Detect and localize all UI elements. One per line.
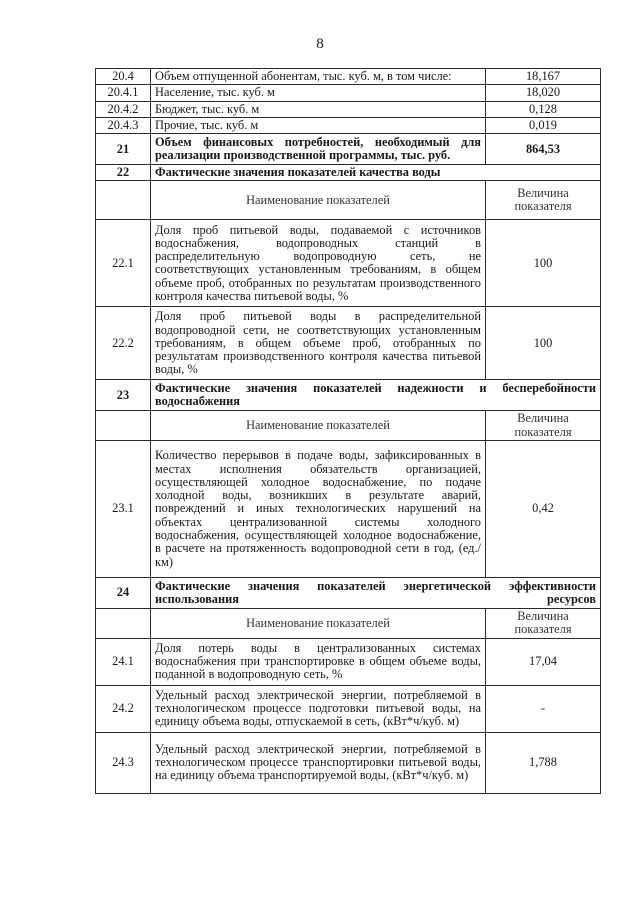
table-row — [96, 441, 601, 578]
indicators-table — [95, 68, 601, 794]
row-text: Население, тыс. куб. м — [151, 85, 486, 101]
section-title: Фактические значения показателей качества воды — [151, 165, 601, 181]
row-value: 18,167 — [486, 69, 601, 85]
section-number: 23 — [96, 380, 151, 411]
header-name: Наименование показателей — [151, 411, 486, 441]
row-number: 20.4.3 — [96, 117, 151, 133]
row-number: 24.1 — [96, 638, 151, 685]
row-text: Доля проб питьевой воды, подаваемой с источников водоснабжения, водопроводных станций в распределительную водопроводную сеть, не соответствующих установленным требованиям, в общем объеме проб, отобранных по результатам производственного контроля качества питьевой воды, % — [151, 220, 486, 307]
row-value: - — [486, 685, 601, 732]
header-name: Наименование показателей — [151, 609, 486, 639]
row-text: Бюджет, тыс. куб. м — [151, 101, 486, 117]
row-text: Удельный расход электрической энергии, потребляемой в технологическом процессе транспортировки питьевой воды, на единицу объема транспортируемой воды, (кВт*ч/куб. м) — [151, 732, 486, 793]
row-value: 0,42 — [486, 441, 601, 578]
row-value: 1,788 — [486, 732, 601, 793]
header-value: Величина показателя — [486, 609, 601, 639]
row-text: Объем финансовых потребностей, необходимый для реализации производственной программы, тыс. руб. — [151, 134, 486, 165]
section-row-22 — [96, 165, 601, 181]
section-title: Фактические значения показателей энергетической эффективности использования ресурсов — [151, 578, 601, 609]
row-text: Удельный расход электрической энергии, потребляемой в технологическом процессе подготовки питьевой воды, на единицу объема воды, отпускаемой в сеть, (кВт*ч/куб. м) — [151, 685, 486, 732]
row-number: 20.4 — [96, 69, 151, 85]
section-number: 22 — [96, 165, 151, 181]
header-empty-cell — [96, 411, 151, 441]
header-empty-cell — [96, 609, 151, 639]
row-number: 24.2 — [96, 685, 151, 732]
table-row — [96, 307, 601, 380]
row-value: 0,128 — [486, 101, 601, 117]
row-text: Доля потерь воды в централизованных системах водоснабжения при транспортировке в общем объеме воды, поданной в водопроводную сеть, % — [151, 638, 486, 685]
table-row — [96, 685, 601, 732]
table-row — [96, 220, 601, 307]
row-number: 24.3 — [96, 732, 151, 793]
header-row-23 — [96, 411, 601, 441]
header-value: Величина показателя — [486, 181, 601, 220]
row-number: 23.1 — [96, 441, 151, 578]
table-row — [96, 117, 601, 133]
row-text: Доля проб питьевой воды в распределительной водопроводной сети, не соответствующих установленным требованиям, в общем объеме проб, отобранных по результатам производственного контроля качества питьевой воды, % — [151, 307, 486, 380]
row-number: 22.2 — [96, 307, 151, 380]
header-name: Наименование показателей — [151, 181, 486, 220]
row-number: 20.4.2 — [96, 101, 151, 117]
table-row — [96, 732, 601, 793]
row-text: Количество перерывов в подаче воды, зафиксированных в местах исполнения обязательств организацией, осуществляющей холодное водоснабжение, по подаче холодной воды, возникших в результате аварий, повреждений и иных технологических нарушений на объектах централизованной системы холодного водоснабжения, осуществляющей холодное водоснабжение, в расчете на протяженность водопроводной сети в год, (ед./км) — [151, 441, 486, 578]
header-row-22 — [96, 181, 601, 220]
row-text: Прочие, тыс. куб. м — [151, 117, 486, 133]
section-number: 24 — [96, 578, 151, 609]
header-row-24 — [96, 609, 601, 639]
table-row — [96, 101, 601, 117]
row-number: 21 — [96, 134, 151, 165]
row-number: 20.4.1 — [96, 85, 151, 101]
header-value: Величина показателя — [486, 411, 601, 441]
row-value: 100 — [486, 307, 601, 380]
table-row — [96, 85, 601, 101]
section-title: Фактические значения показателей надежности и бесперебойности водоснабжения — [151, 380, 601, 411]
table-row — [96, 638, 601, 685]
section-row-23 — [96, 380, 601, 411]
row-value: 100 — [486, 220, 601, 307]
table-row — [96, 69, 601, 85]
page-number: 8 — [316, 36, 324, 52]
section-row-24 — [96, 578, 601, 609]
table-row-financial — [96, 134, 601, 165]
row-value: 0,019 — [486, 117, 601, 133]
row-value: 18,020 — [486, 85, 601, 101]
row-number: 22.1 — [96, 220, 151, 307]
row-value: 17,04 — [486, 638, 601, 685]
row-text: Объем отпущенной абонентам, тыс. куб. м, в том числе: — [151, 69, 486, 85]
header-empty-cell — [96, 181, 151, 220]
row-value: 864,53 — [486, 134, 601, 165]
